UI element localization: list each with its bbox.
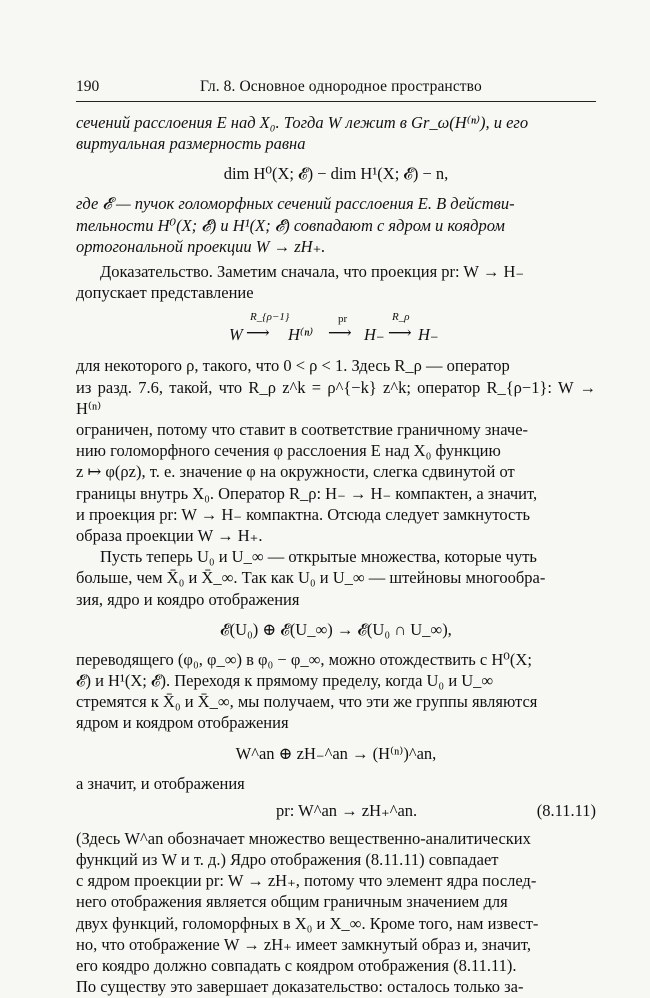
text-line: а значит, и отображения — [76, 773, 245, 793]
text-line: для некоторого ρ, такого, что 0 < ρ < 1. Здесь R_ρ — оператор — [76, 356, 510, 376]
text-line: стремятся к X̄₀ и X̄_∞, мы получаем, что эти же группы являются — [76, 692, 538, 712]
text-line: где 𝓔 — пучок голоморфных сечений расслоения E. В действи- — [76, 194, 515, 214]
text-line: ортогональной проекции W → zH₊. — [76, 236, 326, 256]
eq-arrow: ⟶ — [328, 323, 352, 343]
eq-arrow-label: R_ρ — [392, 311, 410, 324]
text-line: зия, ядро и коядро отображения — [76, 589, 300, 609]
text-line: больше, чем X̄₀ и X̄_∞. Так как U₀ и U_∞ — штейновы многообра- — [76, 568, 546, 588]
text-line: 𝓔) и H¹(X; 𝓔). Переходя к прямому пределу, когда U₀ и U_∞ — [76, 671, 494, 691]
text-line: но, что отображение W → zH₊ имеет замкнутый образ и, значит, — [76, 934, 532, 954]
eq-symbol: H₋ — [418, 325, 439, 345]
text-line: z ↦ φ(ρz), т. е. значение φ на окружности, слегка сдвинутой от — [76, 462, 515, 482]
text-line: функций из W и т. д.) Ядро отображения (8.11.11) совпадает — [76, 850, 499, 870]
text-line: образа проекции W → H₊. — [76, 526, 263, 546]
equation-composition — [76, 309, 596, 349]
page-number: 190 — [76, 78, 100, 95]
eq-symbol: H₋ — [364, 325, 385, 345]
text-line: и проекция pr: W → H₋ компактна. Отсюда следует замкнутость — [76, 504, 531, 524]
text-line: его коядро должно совпадать с коядром отображения (8.11.11). — [76, 956, 517, 976]
equation-number: (8.11.11) — [536, 800, 596, 820]
text-line: сечений расслоения E над X₀. Тогда W лежит в Gr_ω(H⁽ⁿ⁾), и его — [76, 113, 529, 132]
text-line: него отображения является общим граничным значением для — [76, 892, 508, 912]
text-line: границы внутрь X₀. Оператор R_ρ: H₋ → H₋ компактен, а значит, — [76, 483, 538, 503]
eq-arrow-label: R_{ρ−1} — [250, 311, 290, 324]
text-line: из разд. 7.6, такой, что R_ρ z^k = ρ^{−k} z^k; оператор R_{ρ−1}: W → H⁽ⁿ⁾ — [76, 377, 596, 418]
text-line: допускает представление — [76, 283, 254, 303]
equation-projection: pr: W^an → zH₊^an. — [276, 800, 418, 820]
body-text — [76, 112, 596, 998]
page-header — [76, 78, 596, 102]
text-line: ограничен, потому что ставит в соответствие граничному значе- — [76, 420, 529, 440]
text-line: нию голоморфного сечения φ расслоения E над X₀ функцию — [76, 441, 501, 461]
text-line: По существу это завершает доказательство: осталось только за- — [76, 977, 524, 997]
eq-arrow: ⟶ — [246, 323, 270, 343]
eq-symbol: H⁽ⁿ⁾ — [288, 325, 314, 345]
running-head: Гл. 8. Основное однородное пространство — [200, 78, 482, 95]
text-line: переводящего (φ₀, φ_∞) в φ₀ − φ_∞, можно отождествить с H⁰(X; — [76, 649, 532, 669]
equation-numbered — [76, 800, 596, 822]
eq-arrow: ⟶ — [388, 323, 412, 343]
text-line: с ядром проекции pr: W → zH₊, потому что элемент ядра послед- — [76, 871, 537, 891]
equation-sheaf-map: 𝓔(U₀) ⊕ 𝓔(U_∞) → 𝓔(U₀ ∩ U_∞), — [220, 619, 452, 639]
text-line: Доказательство. Заметим сначала, что проекция pr: W → H₋ — [100, 262, 525, 282]
equation-analytic-map: W^an ⊕ zH₋^an → (H⁽ⁿ⁾)^an, — [235, 743, 437, 763]
text-line: ядром и коядром отображения — [76, 713, 289, 733]
text-line: виртуальная размерность равна — [76, 134, 306, 154]
text-line: (Здесь W^an обозначает множество вещественно-аналитических — [76, 828, 531, 848]
text-line: двух функций, голоморфных в X₀ и X_∞. Кроме того, нам извест- — [76, 913, 539, 933]
header-rule — [76, 101, 596, 102]
equation-dimension: dim H⁰(X; 𝓔) − dim H¹(X; 𝓔) − n, — [223, 164, 449, 184]
eq-arrow-label: pr — [338, 313, 348, 326]
text-line: Пусть теперь U₀ и U_∞ — открытые множества, которые чуть — [100, 547, 537, 567]
text-line: тельности H⁰(X; 𝓔) и H¹(X; 𝓔) совпадают с ядром и коядром — [76, 215, 505, 235]
eq-symbol: W — [229, 325, 243, 345]
